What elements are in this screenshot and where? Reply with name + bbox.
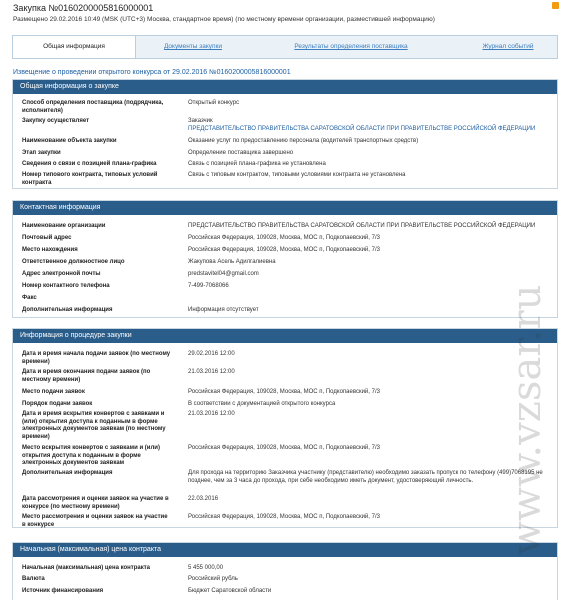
row-label: Номер контактного телефона [22, 283, 110, 289]
row-value-prefix: Заказчик [188, 118, 213, 124]
section-procedure-info [12, 328, 558, 528]
row-opening-date [22, 411, 551, 443]
row-value: Российский рубль [188, 576, 238, 582]
row-opening-place [22, 445, 551, 469]
row-method [22, 100, 551, 116]
row-value: 21.03.2016 12:00 [188, 369, 235, 375]
row-value: 29.02.2016 12:00 [188, 351, 235, 357]
row-value: 22.03.2016 [188, 496, 219, 502]
top-bar [0, 0, 568, 15]
row-label: Валюта [22, 576, 45, 582]
row-value: Российская Федерация, 109028, Москва, МОС п, Подкопаевский, 7/3 [188, 514, 380, 520]
row-object [22, 138, 551, 146]
row-end [22, 369, 551, 385]
row-email [22, 271, 551, 279]
row-value: 7-499-7068066 [188, 283, 229, 289]
row-procedure-additional [22, 470, 551, 494]
section-title: Информация о процедуре закупки [13, 329, 557, 343]
section-general-info [12, 79, 558, 189]
row-value: В соответствии с документацией открытого конкурса [188, 401, 336, 407]
row-value: Бюджет Саратовской области [188, 588, 272, 594]
row-value: 5 455 000,00 [188, 565, 224, 571]
row-phone [22, 283, 551, 291]
published-info: Размещено 29.02.2016 10:49 (MSK (UTC+3) Москва, стандартное время) (по местному времени организации, разместившей информацию) [13, 16, 435, 23]
tab-results[interactable]: Результаты определения поставщика [294, 43, 408, 50]
row-label: Дата рассмотрения и оценки заявок на участие в конкурсе (по местному времени) [22, 496, 169, 510]
row-value: 21.03.2016 12:00 [188, 411, 235, 417]
row-value: predstavitel04@gmail.com [188, 271, 259, 277]
row-label: Сведения о связи с позицией плана-графика [22, 161, 157, 167]
row-label: Способ определения поставщика (подрядчика, исполнителя) [22, 100, 164, 114]
row-value: ПРЕДСТАВИТЕЛЬСТВО ПРАВИТЕЛЬСТВА САРАТОВСКОЙ ОБЛАСТИ ПРИ ПРАВИТЕЛЬСТВЕ РОССИЙСКОЙ ФЕДЕРАЦИИ [188, 223, 536, 229]
row-review-place [22, 514, 551, 530]
row-customer [22, 118, 551, 134]
row-fax [22, 295, 551, 303]
rss-icon[interactable] [552, 2, 559, 9]
row-value: Российская Федерация, 109028, Москва, МОС п, Подкопаевский, 7/3 [188, 235, 380, 241]
section-title: Общая информация о закупке [13, 80, 557, 94]
row-org [22, 223, 551, 231]
row-value: Российская Федерация, 109028, Москва, МОС п, Подкопаевский, 7/3 [188, 247, 380, 253]
row-label: Источник финансирования [22, 588, 104, 594]
row-label: Дата и время окончания подачи заявок (по местному времени) [22, 369, 151, 383]
page-title: Закупка №0160200005816000001 [13, 3, 154, 13]
tab-bar [12, 35, 558, 59]
row-label: Дополнительная информация [22, 470, 113, 476]
row-value: Оказание услуг по предоставлению персонала (водителей транспортных средств) [188, 138, 419, 144]
row-postal [22, 235, 551, 243]
row-additional [22, 307, 551, 315]
row-stage [22, 150, 551, 158]
row-label: Почтовый адрес [22, 235, 72, 241]
notice-link[interactable]: Извещение о проведении открытого конкурса от 29.02.2016 №0160200005816000001 [13, 69, 291, 76]
row-location [22, 247, 551, 255]
row-price [22, 565, 551, 573]
row-value: Российская Федерация, 109028, Москва, МОС п, Подкопаевский, 7/3 [188, 445, 380, 451]
row-label: Начальная (максимальная) цена контракта [22, 565, 151, 571]
tab-journal[interactable]: Журнал событий [482, 43, 534, 50]
row-person [22, 259, 551, 267]
row-label: Дата и время начала подачи заявок (по местному времени) [22, 351, 171, 365]
row-label: Место подачи заявок [22, 389, 85, 395]
row-value: Связь с типовым контрактом, типовыми условиями контракта не установлена [188, 172, 406, 178]
row-contract-template [22, 172, 551, 188]
row-value: Российская Федерация, 109028, Москва, МОС п, Подкопаевский, 7/3 [188, 389, 380, 395]
row-currency [22, 576, 551, 584]
row-plan [22, 161, 551, 169]
tab-general[interactable]: Общая информация [13, 36, 136, 58]
watermark-text: www.vzsar.ru [504, 284, 550, 556]
customer-link[interactable]: ПРЕДСТАВИТЕЛЬСТВО ПРАВИТЕЛЬСТВА САРАТОВСКОЙ ОБЛАСТИ ПРИ ПРАВИТЕЛЬСТВЕ РОССИЙСКОЙ ФЕДЕРАЦИИ [188, 126, 536, 132]
tab-documents[interactable]: Документы закупки [163, 43, 223, 50]
row-value: Жакупова Асель Адилгалиевна [188, 259, 276, 265]
row-review-date [22, 496, 551, 512]
row-value: Связь с позицией плана-графика не установлена [188, 161, 326, 167]
row-label: Номер типового контракта, типовых условий контракта [22, 172, 158, 186]
watermark [504, 250, 560, 590]
row-label: Дата и время вскрытия конвертов с заявками и (или) открытия доступа к поданным в форме электронных документов заявкам (по местному времени) [22, 411, 166, 440]
section-title: Контактная информация [13, 201, 557, 215]
row-label: Факс [22, 295, 37, 301]
row-value: Определение поставщика завершено [188, 150, 294, 156]
row-value: Открытый конкурс [188, 100, 240, 106]
row-label: Ответственное должностное лицо [22, 259, 125, 265]
row-start [22, 351, 551, 367]
row-value: Информация отсутствует [188, 307, 259, 313]
row-label: Место нахождения [22, 247, 78, 253]
row-label: Порядок подачи заявок [22, 401, 93, 407]
row-label: Этап закупки [22, 150, 61, 156]
row-label: Место рассмотрения и оценки заявок на участие в конкурсе [22, 514, 168, 528]
row-label: Закупку осуществляет [22, 118, 90, 124]
row-order [22, 401, 551, 409]
row-label: Дополнительная информация [22, 307, 113, 313]
row-label: Место вскрытия конвертов с заявками и (или) открытия доступа к поданным в форме электронных документов заявкам [22, 445, 160, 467]
row-place [22, 389, 551, 397]
row-funding [22, 588, 551, 596]
section-contact-info [12, 200, 558, 318]
section-title: Начальная (максимальная) цена контракта [13, 543, 557, 557]
row-label: Наименование организации [22, 223, 106, 229]
row-label: Наименование объекта закупки [22, 138, 117, 144]
row-value: Для прохода на территорию Заказчика участнику (представителю) необходимо заказать пропуск по телефону (499)7068195 не позднее, чем за 3 часа до прохода, при себе необходимо иметь документ, удостоверяющий личность. [188, 470, 543, 484]
section-price-info [12, 542, 558, 600]
row-label: Адрес электронной почты [22, 271, 101, 277]
